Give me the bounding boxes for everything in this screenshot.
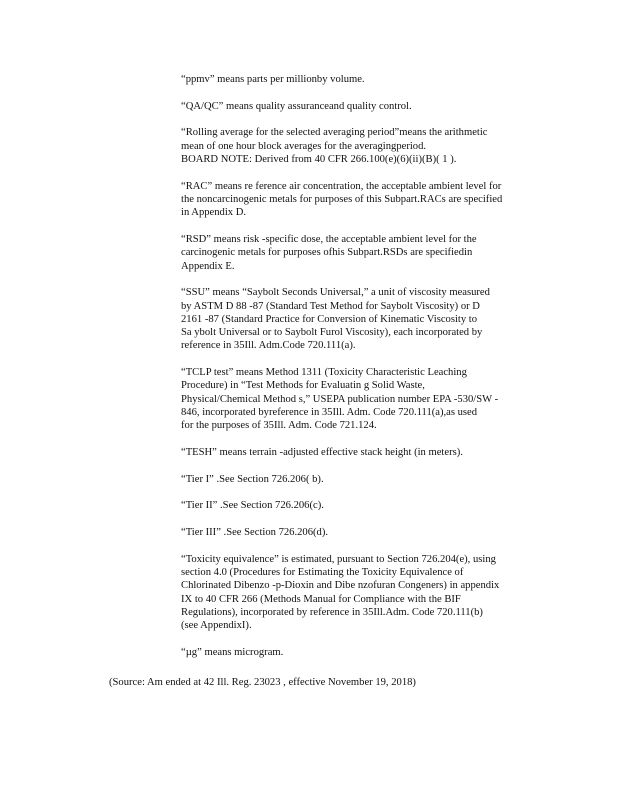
definition-tesh — [181, 446, 537, 459]
definition-rolling-average — [181, 126, 537, 166]
source-note: (Source: Am ended at 42 Ill. Reg. 23023 , effective November 19, 2018) — [109, 677, 416, 688]
definition-line: “TCLP test” means Method 1311 (Toxicity Characteristic Leaching — [181, 367, 467, 379]
definition-line: “QA/QC” means quality assuranceand quality control. — [181, 100, 412, 112]
definition-line: “Tier III” .See Section 726.206(d). — [181, 527, 329, 539]
definition-line: mean of one hour block averages for the averagingperiod. — [181, 140, 427, 152]
definition-line: “ppmv” means parts per millionby volume. — [181, 74, 365, 85]
definition-line: “Tier II” .See Section 726.206(c). — [181, 500, 324, 512]
definition-line: “RAC” means re ference air concentration, the acceptable ambient level for — [181, 180, 502, 192]
definitions-list — [181, 73, 537, 673]
definition-line: (see AppendixI). — [181, 620, 252, 632]
definition-tclp-test — [181, 366, 537, 432]
definition-rsd — [181, 233, 537, 273]
definition-toxicity-equivalence — [181, 553, 537, 633]
definition-rac — [181, 180, 537, 220]
definition-line: “RSD” means risk -specific dose, the acceptable ambient level for the — [181, 233, 477, 245]
definition-line: Physical/Chemical Method s,” USEPA publication number EPA -530/SW - — [181, 393, 499, 405]
definition-line: 2161 -87 (Standard Practice for Conversion of Kinematic Viscosity to — [181, 313, 478, 325]
definition-line: Appendix E. — [181, 260, 235, 272]
definition-tier-ii — [181, 499, 537, 512]
definition-line: by ASTM D 88 -87 (Standard Test Method for Saybolt Viscosity) or D — [181, 300, 480, 312]
definition-tier-iii — [181, 526, 537, 539]
definition-line: section 4.0 (Procedures for Estimating the Toxicity Equivalence of — [181, 567, 464, 579]
definition-line: the noncarcinogenic metals for purposes of this Subpart.RACs are specified — [181, 193, 503, 205]
board-note-line: BOARD NOTE: Derived from 40 CFR 266.100(e)(6)(ii)(B)( 1 ). — [181, 153, 457, 165]
definition-line: Regulations), incorporated by reference in 35Ill.Adm. Code 720.111(b) — [181, 606, 483, 618]
definition-tier-i — [181, 473, 537, 486]
definition-line: “TESH” means terrain -adjusted effective stack height (in meters). — [181, 446, 463, 458]
definition-line: IX to 40 CFR 266 (Methods Manual for Compliance with the BIF — [181, 593, 461, 605]
definition-line: in Appendix D. — [181, 207, 247, 219]
definition-line: 846, incorporated byreference in 35Ill. Adm. Code 720.111(a),as used — [181, 406, 478, 418]
definition-line: “Rolling average for the selected averaging period”means the arithmetic — [181, 127, 488, 139]
definition-line: carcinogenic metals for purposes ofhis Subpart.RSDs are specifiedin — [181, 247, 473, 259]
definition-line: “SSU” means “Saybolt Seconds Universal,” a unit of viscosity measured — [181, 287, 490, 299]
definition-ssu — [181, 286, 537, 352]
definition-line: Procedure) in “Test Methods for Evaluatin g Solid Waste, — [181, 380, 425, 392]
definition-line: “Toxicity equivalence” is estimated, pursuant to Section 726.204(e), using — [181, 553, 496, 565]
definition-line: Chlorinated Dibenzo -p-Dioxin and Dibe nzofuran Congeners) in appendix — [181, 580, 500, 592]
definition-line: reference in 35Ill. Adm.Code 720.111(a). — [181, 340, 356, 352]
definition-line: Sa ybolt Universal or to Saybolt Furol Viscosity), each incorporated by — [181, 327, 483, 339]
definition-ppmv — [181, 73, 537, 86]
definition-line: for the purposes of 35Ill. Adm. Code 721.124. — [181, 420, 377, 432]
definition-qa-qc — [181, 100, 537, 113]
definition-microgram — [181, 646, 537, 659]
definition-line: “µg” means microgram. — [181, 646, 284, 658]
definition-line: “Tier I” .See Section 726.206( b). — [181, 473, 324, 485]
